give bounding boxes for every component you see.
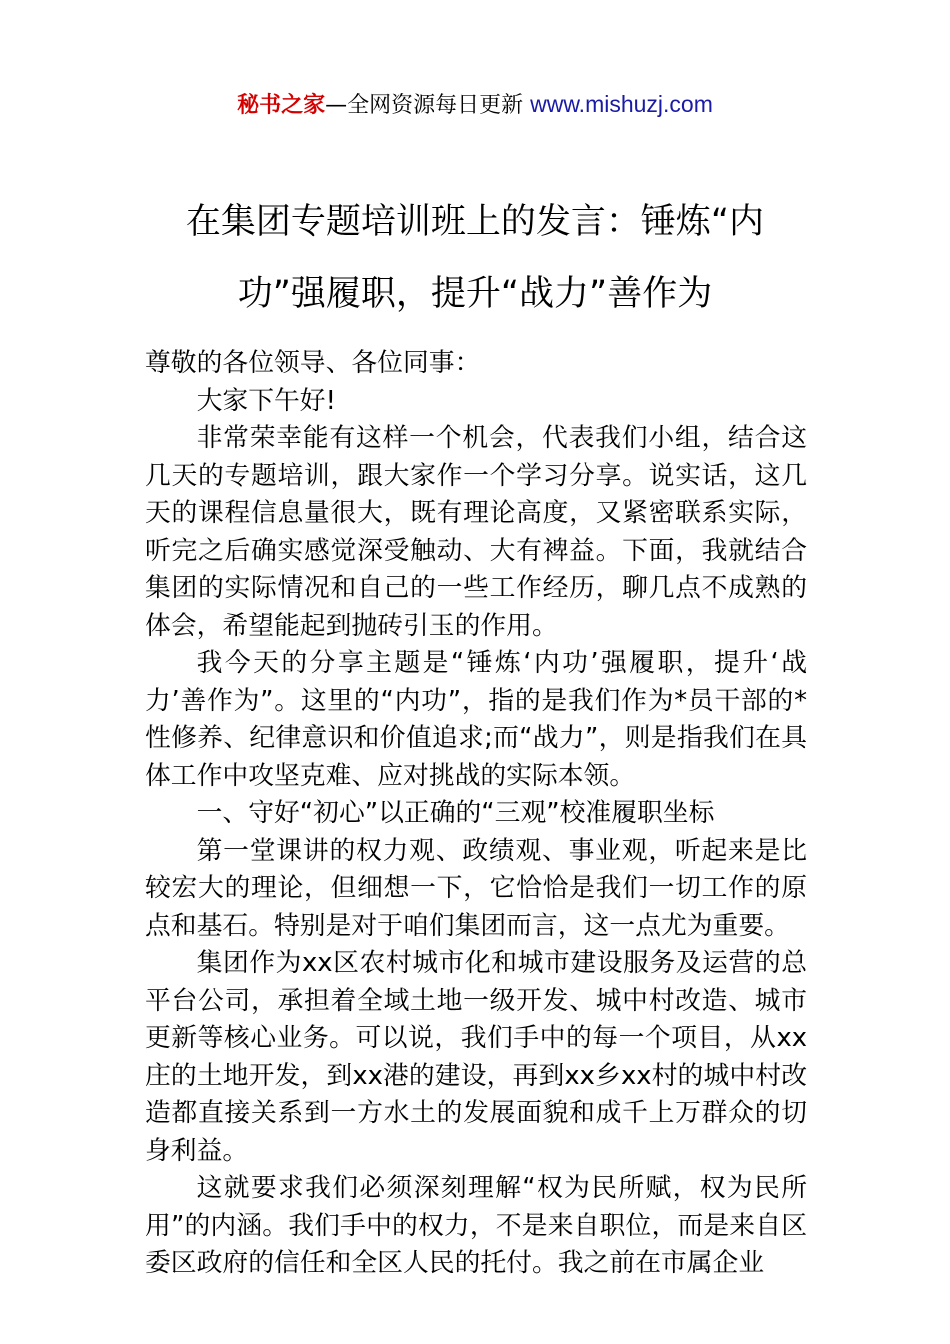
paragraph: 集团作为xx区农村城市化和城市建设服务及运营的总平台公司，承担着全域土地一级开发、城中村改造、城市更新等核心业务。可以说，我们手中的每一个项目，从xx庄的土地开发，到xx港的建设，再到xx乡xx村的城中村改造都直接关系到一方水土的发展面貌和成千上万群众的切身利益。 [145, 948, 807, 1166]
paragraph: 非常荣幸能有这样一个机会，代表我们小组，结合这几天的专题培训，跟大家作一个学习分享。说实话，这几天的课程信息量很大，既有理论高度，又紧密联系实际，听完之后确实感觉深受触动、大有裨益。下面，我就结合集团的实际情况和自己的一些工作经历，聊几点不成熟的体会，希望能起到抛砖引玉的作用。 [145, 423, 807, 641]
document-body [145, 345, 807, 1283]
document-title: 在集团专题培训班上的发言：锤炼“内功”强履职，提升“战力”善作为 [185, 202, 765, 314]
section-heading: 一、守好“初心”以正确的“三观”校准履职坐标 [196, 798, 715, 828]
header-tagline: —全网资源每日更新 [325, 93, 531, 118]
paragraph: 大家下午好! [196, 385, 336, 416]
brand-name: 秘书之家 [237, 93, 326, 118]
paragraph: 这就要求我们必须深刻理解“权为民所赋，权为民所用”的内涵。我们手中的权力，不是来自职位，而是来自区委区政府的信任和全区人民的托付。我之前在市属企业 [145, 1173, 807, 1278]
site-header [0, 88, 950, 122]
paragraph: 第一堂课讲的权力观、政绩观、事业观，听起来是比较宏大的理论，但细想一下，它恰恰是我们一切工作的原点和基石。特别是对于咱们集团而言，这一点尤为重要。 [145, 835, 807, 941]
site-url-link[interactable]: www.mishuzj.com [530, 91, 713, 117]
salutation: 尊敬的各位领导、各位同事： [145, 348, 481, 378]
paragraph: 我今天的分享主题是“锤炼‘内功’强履职，提升‘战力’善作为”。这里的“内功”，指的是我们作为*员干部的*性修养、纪律意识和价值追求;而“战力”，则是指我们在具体工作中攻坚克难、应对挑战的实际本领。 [145, 648, 807, 791]
